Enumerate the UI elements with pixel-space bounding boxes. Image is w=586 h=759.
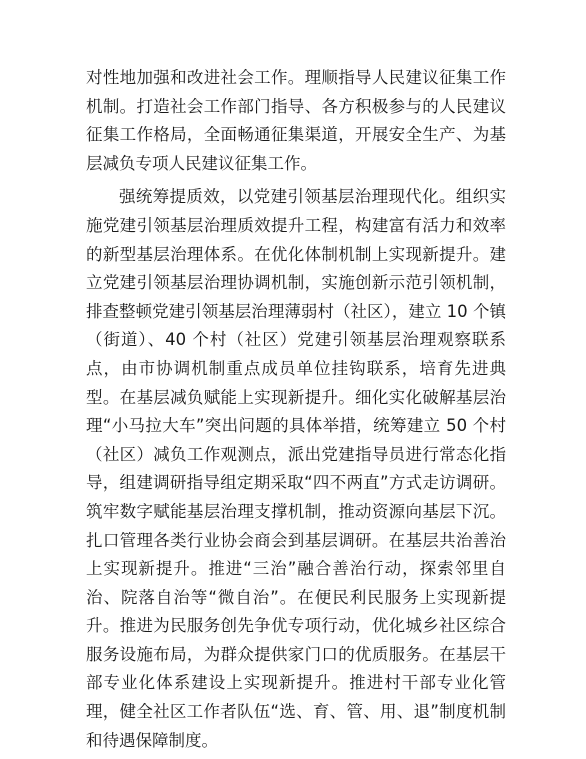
paragraph-2: 强统筹提质效，以党建引领基层治理现代化。组织实施党建引领基层治理质效提升工程，构建富有活力和效率的新型基层治理体系。在优化体制机制上实现新提升。建立党建引领基层治理协调机制，实施创新示范引领机制，排查整顿党建引领基层治理薄弱村（社区），建立 10 个镇（街道）、40 个村（社区）党建引领基层治理观察联系点，由市协调机制重点成员单位挂钩联系，培育先进典型。在基层减负赋能上实现新提升。细化实化破解基层治理“小马拉大车”突出问题的具体举措，统筹建立 50 个村（社区）减负工作观测点，派出党建指导员进行常态化指导，组建调研指导组定期采取“四不两直”方式走访调研。筑牢数字赋能基层治理支撑机制，推动资源向基层下沉。扎口管理各类行业协会商会到基层调研。在基层共治善治上实现新提升。推进“三治”融合善治行动，探索邻里自治、院落自治等“微自治”。在便民利民服务上实现新提升。推进为民服务创先争优专项行动，优化城乡社区综合服务设施布局，为群众提供家门口的优质服务。在基层干部专业化体系建设上实现新提升。推进村干部专业化管理，健全社区工作者队伍“选、育、管、用、退”制度机制和待遇保障制度。 — [86, 187, 506, 750]
document-body — [86, 64, 506, 755]
paragraph-1: 对性地加强和改进社会工作。理顺指导人民建议征集工作机制。打造社会工作部门指导、各方积极参与的人民建议征集工作格局，全面畅通征集渠道，开展安全生产、为基层减负专项人民建议征集工作。 — [86, 68, 506, 173]
